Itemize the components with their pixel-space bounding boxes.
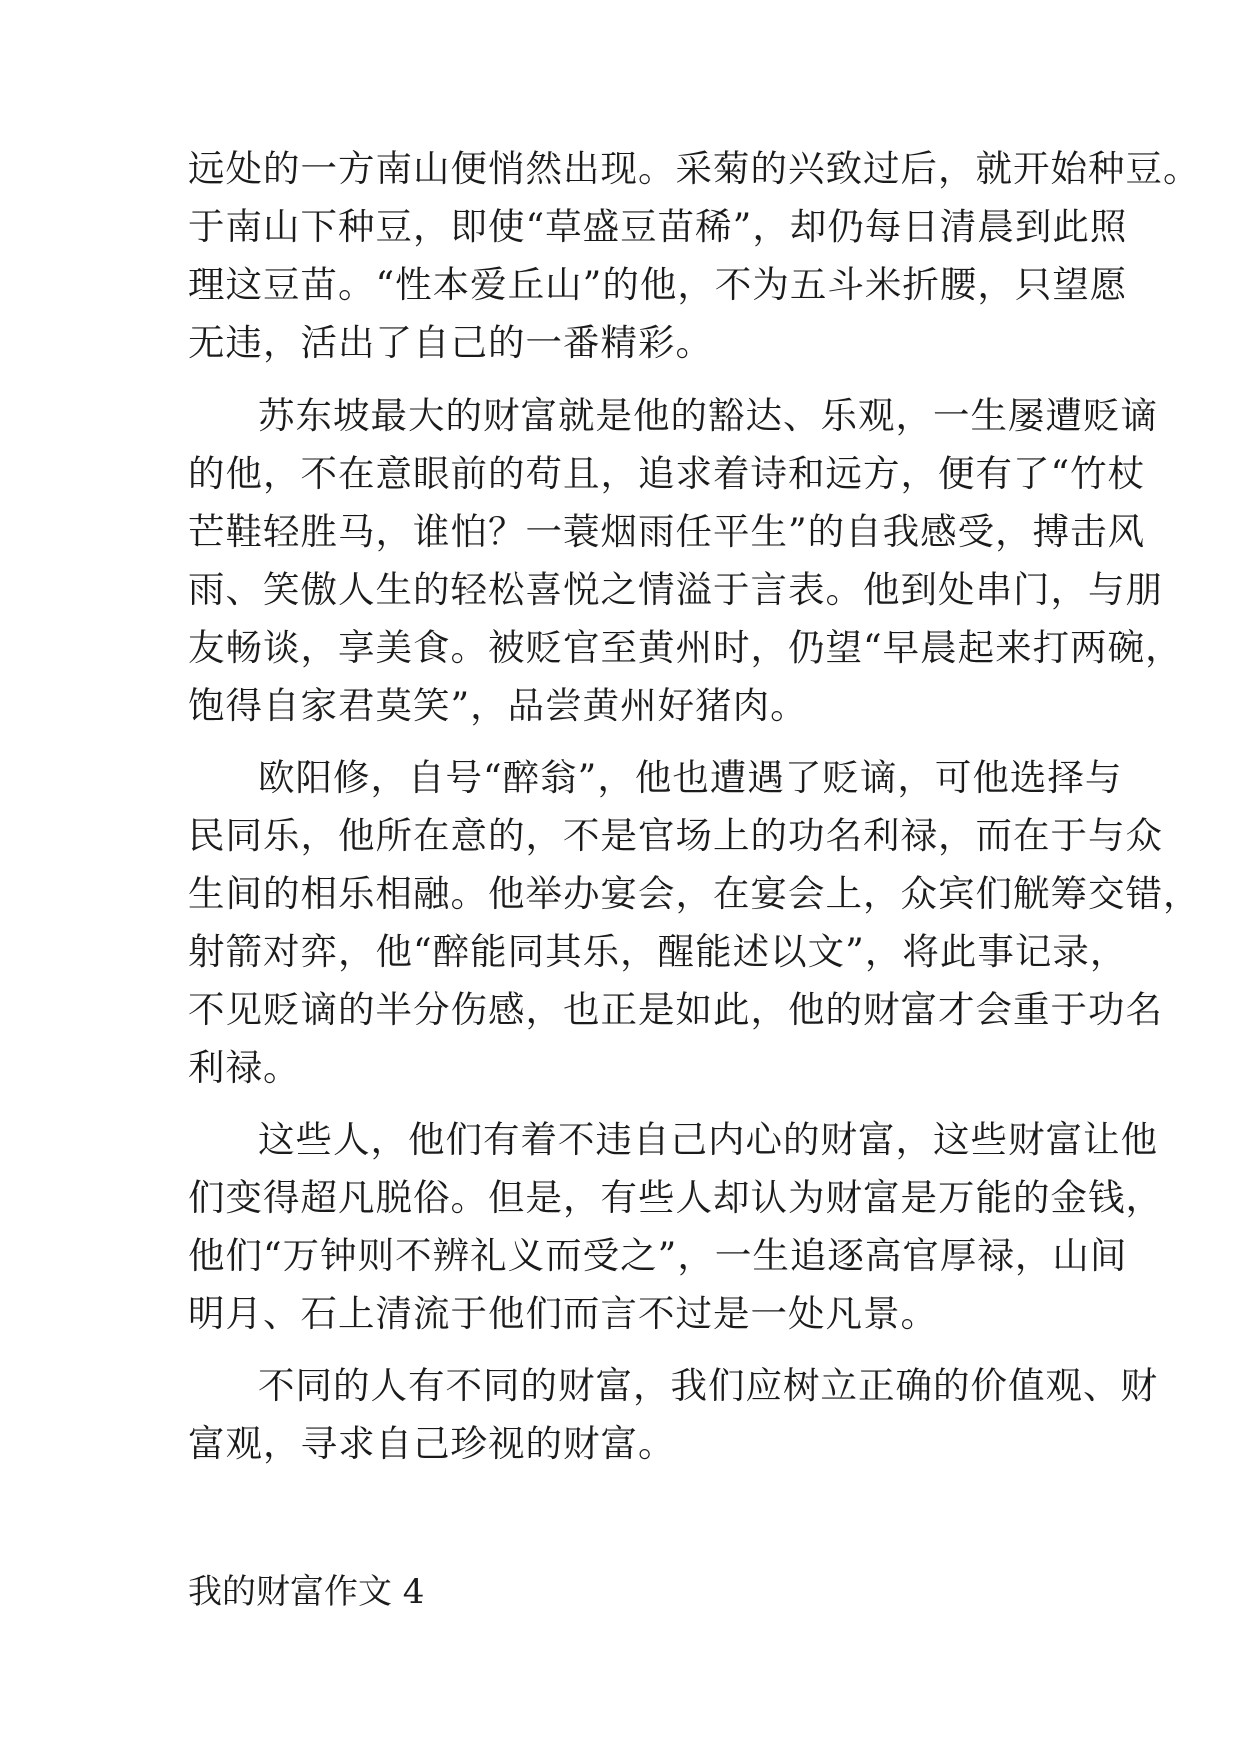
text-line: 利禄。	[188, 1046, 301, 1089]
text-line: 们变得超凡脱俗。但是，有些人却认为财富是万能的金钱，	[188, 1176, 1163, 1219]
paragraph-first-line: 欧阳修，自号“醉翁”，他也遭遇了贬谪，可他选择与	[258, 756, 1123, 799]
text-line: 于南山下种豆，即使“草盛豆苗稀”，却仍每日清晨到此照	[188, 205, 1128, 248]
paragraph-first-line: 苏东坡最大的财富就是他的豁达、乐观，一生屡遭贬谪	[258, 394, 1158, 437]
text-line: 理这豆苗。“性本爱丘山”的他，不为五斗米折腰，只望愿	[188, 263, 1128, 306]
text-line: 他们“万钟则不辨礼义而受之”，一生追逐高官厚禄，山间	[188, 1234, 1128, 1277]
text-line: 饱得自家君莫笑”，品尝黄州好猪肉。	[188, 684, 808, 727]
text-line: 友畅谈，享美食。被贬官至黄州时，仍望“早晨起来打两碗，	[188, 626, 1183, 669]
text-line: 射箭对弈，他“醉能同其乐，醒能述以文”，将此事记录，	[188, 930, 1128, 973]
text-line: 生间的相乐相融。他举办宴会，在宴会上，众宾们觥筹交错，	[188, 872, 1201, 915]
paragraph-first-line: 不同的人有不同的财富，我们应树立正确的价值观、财	[258, 1364, 1158, 1407]
text-line: 远处的一方南山便悄然出现。采菊的兴致过后，就开始种豆。	[188, 147, 1201, 190]
text-line: 不见贬谪的半分伤感，也正是如此，他的财富才会重于功名	[188, 988, 1163, 1031]
paragraph-first-line: 这些人，他们有着不违自己内心的财富，这些财富让他	[258, 1118, 1158, 1161]
text-line: 无违，活出了自己的一番精彩。	[188, 321, 713, 364]
text-line: 雨、笑傲人生的轻松喜悦之情溢于言表。他到处串门，与朋	[188, 568, 1163, 611]
text-line: 明月、石上清流于他们而言不过是一处凡景。	[188, 1292, 938, 1335]
text-line: 芒鞋轻胜马，谁怕？一蓑烟雨任平生”的自我感受，搏击风	[188, 510, 1146, 553]
section-heading: 我的财富作文 4	[188, 1572, 425, 1612]
text-line: 民同乐，他所在意的，不是官场上的功名利禄，而在于与众	[188, 814, 1163, 857]
text-line: 富观，寻求自己珍视的财富。	[188, 1422, 676, 1465]
text-line: 的他，不在意眼前的苟且，追求着诗和远方，便有了“竹杖	[188, 452, 1146, 495]
